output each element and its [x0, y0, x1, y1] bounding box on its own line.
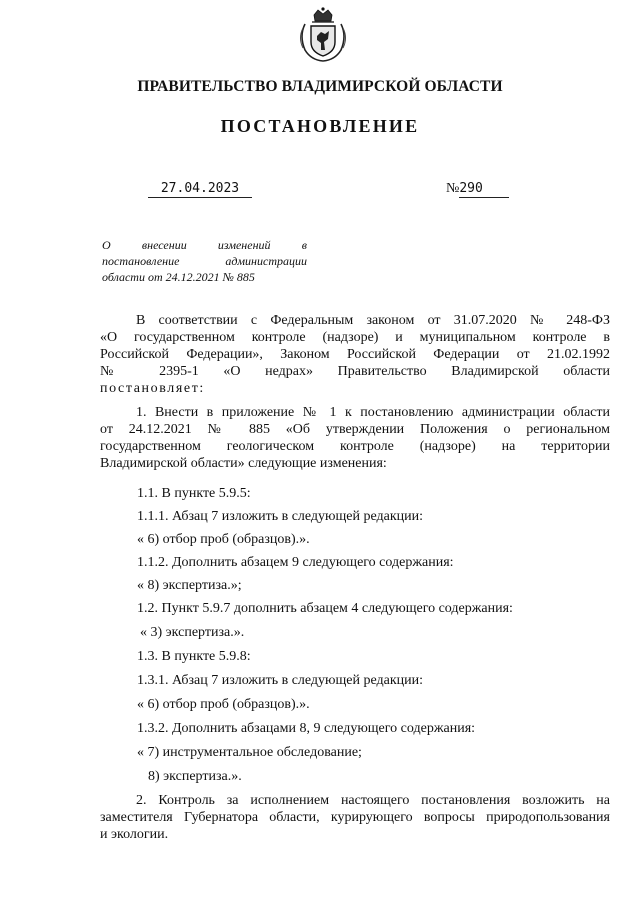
document-subject — [102, 237, 307, 285]
list-item: 1.2. Пункт 5.9.7 дополнить абзацем 4 следующего содержания: — [137, 601, 513, 616]
list-item: 1.1. В пункте 5.9.5: — [137, 486, 251, 501]
list-item: 8) экспертиза.». — [148, 769, 242, 784]
document-number — [446, 180, 509, 198]
list-item: « 6) отбор проб (образцов).». — [137, 532, 310, 547]
number-sign: № — [446, 181, 460, 196]
point-2-line: 2. Контроль за исполнением настоящего постановления возложить на — [136, 793, 610, 808]
list-item: « 6) отбор проб (образцов).». — [137, 697, 310, 712]
point-1-line: от 24.12.2021 № 885 «Об утверждении Положения о региональном — [100, 422, 610, 437]
list-item: 1.1.1. Абзац 7 изложить в следующей редакции: — [137, 509, 424, 524]
point-2-paragraph — [100, 792, 610, 843]
preamble-line: В соответствии с Федеральным законом от 31.07.2020 № 248-ФЗ — [136, 313, 610, 328]
subject-line: О внесении изменений в — [102, 238, 307, 252]
preamble-paragraph — [100, 312, 610, 397]
point-2-line: и экологии. — [100, 827, 169, 842]
subject-line: области от 24.12.2021 № 885 — [102, 270, 255, 284]
point-2-line: заместителя Губернатора области, курирующего вопросы природопользования — [100, 810, 610, 825]
preamble-line: № 2395-1 «О недрах» Правительство Владимирской области — [100, 364, 610, 379]
point-1-line: государственном геологическом контроле (надзоре) на территории — [100, 439, 610, 454]
document-date: 27.04.2023 — [148, 180, 252, 198]
point-1-line: 1. Внести в приложение № 1 к постановлению администрации области — [136, 405, 610, 420]
list-item: « 8) экспертиза.»; — [137, 578, 242, 593]
list-item: 1.1.2. Дополнить абзацем 9 следующего содержания: — [137, 555, 454, 570]
list-item: 1.3.2. Дополнить абзацами 8, 9 следующего содержания: — [137, 721, 476, 736]
preamble-line: постановляет: — [100, 381, 205, 396]
list-item: 1.3. В пункте 5.9.8: — [137, 649, 251, 664]
coat-of-arms-emblem — [297, 6, 349, 62]
list-item: « 7) инструментальное обследование; — [137, 745, 362, 760]
preamble-line: Российской Федерации», Законом Российской Федерации от 21.02.1992 — [100, 347, 610, 362]
point-1-paragraph — [100, 404, 610, 472]
point-1-line: Владимирской области» следующие изменения: — [100, 456, 387, 471]
document-type-title: ПОСТАНОВЛЕНИЕ — [220, 116, 420, 136]
preamble-line: «О государственном контроле (надзоре) и муниципальном контроле в — [100, 330, 610, 345]
list-item: 1.3.1. Абзац 7 изложить в следующей редакции: — [137, 673, 424, 688]
number-value: 290 — [459, 180, 509, 198]
list-item: « 3) экспертиза.». — [140, 625, 245, 640]
subject-line: постановление администрации — [102, 254, 307, 268]
organization-title: ПРАВИТЕЛЬСТВО ВЛАДИМИРСКОЙ ОБЛАСТИ — [137, 78, 503, 95]
